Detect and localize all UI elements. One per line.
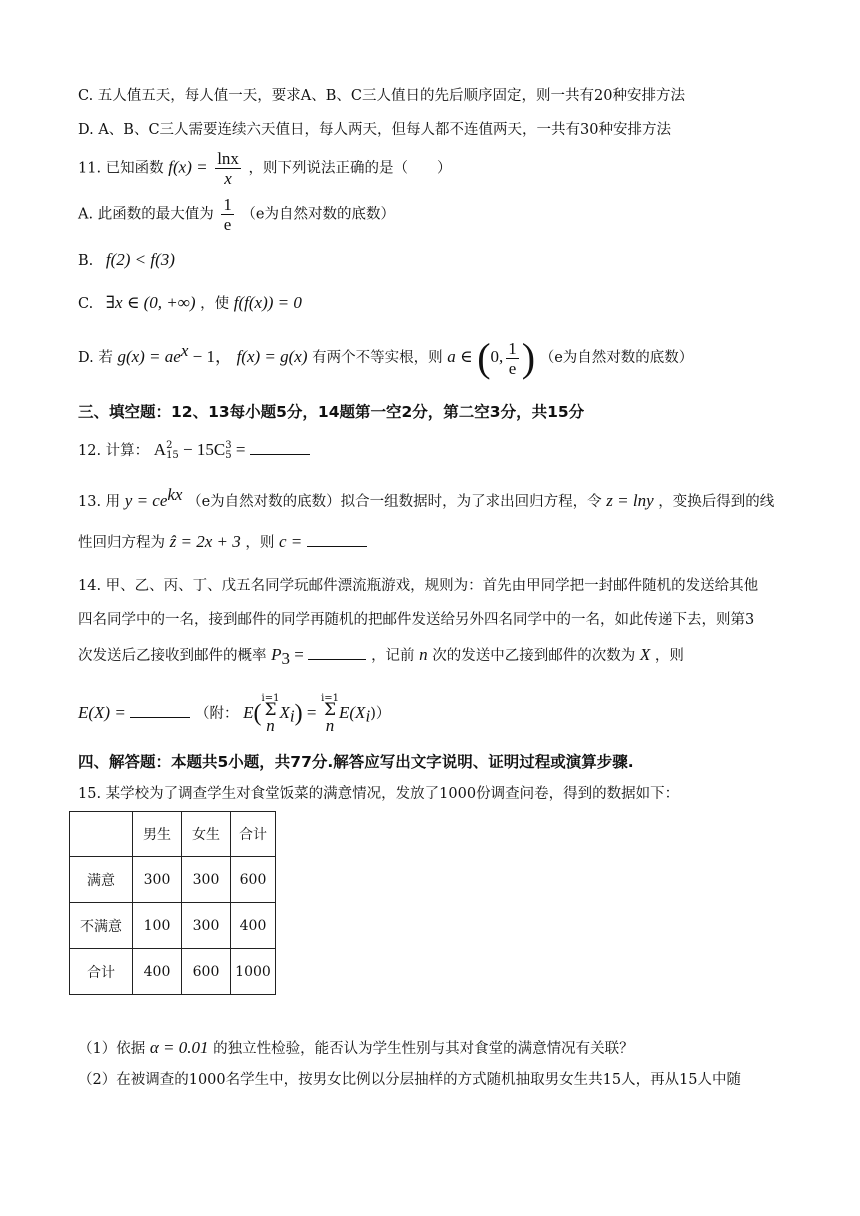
q15-part-2: （2）在被调查的1000名学生中，按男女比例以分层抽样的方式随机抽取男女生共15人，再从15人中随 (78, 1072, 742, 1088)
table-cell (70, 812, 133, 857)
q14-line2: 四名同学中的一名，接到邮件的同学再随机的把邮件发送给另外四名同学中的一名，如此传递下去，则第3 (78, 612, 755, 628)
q12-mid: − 15C (178, 440, 226, 459)
q14-l3-mid: ，记前 (371, 648, 415, 664)
table-cell: 合计 (231, 812, 276, 857)
table-cell: 400 (133, 949, 182, 995)
table-cell: 400 (231, 903, 276, 949)
table-cell: 300 (182, 857, 231, 903)
q12-A-sup: 2 (166, 440, 173, 451)
right-paren-icon: ) (294, 700, 303, 727)
q13-l1-post: ，变换后得到的线 (658, 493, 775, 510)
q10-option-c: C. 五人值五天，每人值一天，要求A、B、C三人值日的先后顺序固定，则一共有20种安排方法 (78, 88, 685, 104)
q11-optD-g: g(x) = ae (117, 347, 181, 366)
q11-option-c (78, 293, 790, 313)
q13-answer-blank[interactable] (307, 532, 367, 547)
q14-P-eq: = (290, 645, 304, 664)
q14-n: n (419, 645, 428, 664)
q15-part-1 (78, 1038, 790, 1058)
q13-l2-mid: ，则 (245, 535, 275, 551)
table-header-row (70, 812, 276, 857)
sigma-icon: i=1 Σ n (321, 693, 340, 736)
q14-l3-mid2: 次的发送中乙接到邮件的次数为 (432, 648, 636, 664)
q14-note: （附： (195, 705, 239, 722)
q12-answer-blank[interactable] (250, 440, 310, 455)
sigma-icon: i=1 Σ n (261, 693, 280, 736)
q11-optD-eq: f(x) = g(x) (236, 347, 308, 366)
table-cell: 300 (133, 857, 182, 903)
q11-stem-post: ，则下列说法正确的是（ ） (248, 160, 452, 177)
q10-option-d: D. A、B、C三人需要连续六天值日，每人两天，但每人都不连值两天，一共有30种安排方法 (78, 122, 671, 138)
q11-label: 11. 已知函数 (78, 160, 164, 177)
q11-optA-num: 1 (223, 195, 232, 214)
table-cell: 满意 (70, 857, 133, 903)
q13-label: 13. 用 (78, 493, 121, 510)
q14-note-eq: = (302, 702, 317, 722)
left-paren-icon: ( (253, 700, 262, 727)
q14-sum-bot: n (266, 716, 275, 736)
q14-P-sub: 3 (281, 648, 290, 668)
q11-stem (78, 150, 790, 187)
q13-l2-pre: 性回归方程为 (78, 535, 165, 551)
q11-optA-den: e (223, 215, 232, 234)
q12-C-sup: 3 (225, 440, 232, 451)
q15-stem: 15. 某学校为了调查学生对食堂饭菜的满意情况，发放了1000份调查问卷，得到的数据如下： (78, 786, 680, 802)
table-cell: 300 (182, 903, 231, 949)
table-cell: 600 (182, 949, 231, 995)
q13-model: y = ce (124, 490, 168, 510)
q15-p1-pre: （1）依据 (78, 1041, 146, 1057)
q11-frac-num: lnx (217, 149, 239, 168)
q14-Xi: X (279, 702, 290, 722)
q14-line1: 14. 甲、乙、丙、丁、戊五名同学玩邮件漂流瓶游戏，规则为：首先由甲同学把一封邮件随机的发送给其他 (78, 578, 759, 594)
q11-fx: f(x) = (168, 157, 208, 177)
q14-answer-blank-2[interactable] (130, 703, 190, 718)
table-row (70, 857, 276, 903)
q11-optD-pre: D. 若 (78, 350, 113, 366)
q12-C-sub: 5 (225, 450, 232, 461)
q11-optB-expr: f(2) < f(3) (105, 250, 175, 269)
q14-l3-pre: 次发送后乙接收到邮件的概率 (78, 648, 267, 664)
q13-model-sup: kx (167, 485, 183, 504)
q11-optD-a: a ∈ (447, 347, 473, 366)
q11-optD-post: （e为自然对数的底数） (539, 350, 694, 366)
q11-optD-fraction (506, 340, 519, 377)
q13-regression: ẑ = 2x + 3 (169, 532, 241, 551)
q12-label: 12. 计算： (78, 443, 150, 459)
q11-option-b (78, 250, 790, 270)
q11-optD-den: e (508, 358, 517, 378)
q14-sum-bot-2: n (325, 716, 335, 736)
section-3-heading: 三、填空题：12、13每小题5分，14题第一空2分，第二空3分，共15分 (78, 403, 585, 421)
q14-X: X (639, 645, 651, 664)
q14-EXi-sub: i (365, 706, 371, 726)
q14-l3-post: ，则 (654, 648, 684, 664)
q14-line3 (78, 645, 790, 669)
right-paren-icon: ) (521, 335, 536, 380)
q13-sub-eq: z = lny (606, 490, 654, 510)
q11-optC-mid: ，使 (200, 296, 230, 312)
q12-eq: = (231, 440, 246, 459)
table-cell: 不满意 (70, 903, 133, 949)
table-cell: 100 (133, 903, 182, 949)
q11-optB-label: B. (78, 253, 94, 269)
q14-P: P (271, 645, 282, 664)
q11-optC-expr1: ∃x ∈ (0, +∞) (105, 293, 196, 312)
table-cell: 600 (231, 857, 276, 903)
q15-alpha: α = 0.01 (149, 1038, 209, 1057)
q11-optC-expr2: f(f(x)) = 0 (233, 293, 302, 312)
q14-EX: E(X) = (78, 702, 126, 722)
q11-optA-text: A. 此函数的最大值为 (78, 206, 214, 223)
q13-line1 (78, 485, 790, 511)
q11-fraction (215, 150, 241, 187)
left-paren-icon: ( (477, 335, 491, 380)
q15-p1-post: 的独立性检验，能否认为学生性别与其对食堂的满意情况有关联？ (213, 1041, 634, 1057)
q14-note-close: )） (370, 705, 391, 722)
q11-optD-g2: − 1， (188, 347, 232, 366)
survey-table (69, 811, 276, 995)
q11-optC-label: C. (78, 296, 94, 312)
q13-c: c = (278, 532, 303, 551)
table-cell: 1000 (231, 949, 276, 995)
q14-sum-top: i=1 (261, 693, 280, 704)
table-row (70, 949, 276, 995)
section-4-heading: 四、解答题：本题共5小题，共77分.解答应写出文字说明、证明过程或演算步骤. (78, 753, 634, 771)
q11-optD-mid: 有两个不等实根，则 (312, 350, 443, 366)
q11-option-d (78, 335, 790, 380)
q14-sum-top-2: i=1 (321, 693, 340, 704)
q11-option-a (78, 196, 790, 233)
table-cell: 合计 (70, 949, 133, 995)
q14-line4 (78, 694, 790, 734)
q11-optA-fraction (221, 196, 234, 233)
table-cell: 女生 (182, 812, 231, 857)
q11-frac-den: x (224, 169, 232, 188)
q13-line2 (78, 532, 790, 552)
q14-answer-blank-1[interactable] (308, 645, 366, 660)
q14-Xi-sub: i (289, 706, 295, 726)
q11-optD-sup: x (180, 341, 189, 361)
table-cell: 男生 (133, 812, 182, 857)
q14-note-EXi: E(X (339, 702, 366, 722)
q12 (78, 440, 790, 461)
q11-optD-int-left: 0, (490, 347, 504, 366)
q11-optA-post: （e为自然对数的底数） (241, 206, 396, 223)
table-row (70, 903, 276, 949)
q12-A-sub: 15 (166, 450, 179, 461)
q11-optD-num: 1 (508, 338, 517, 358)
q13-l1-mid: （e为自然对数的底数）拟合一组数据时，为了求出回归方程，令 (187, 493, 602, 510)
q14-note-E: E (243, 702, 254, 722)
q12-A: A (153, 440, 167, 459)
